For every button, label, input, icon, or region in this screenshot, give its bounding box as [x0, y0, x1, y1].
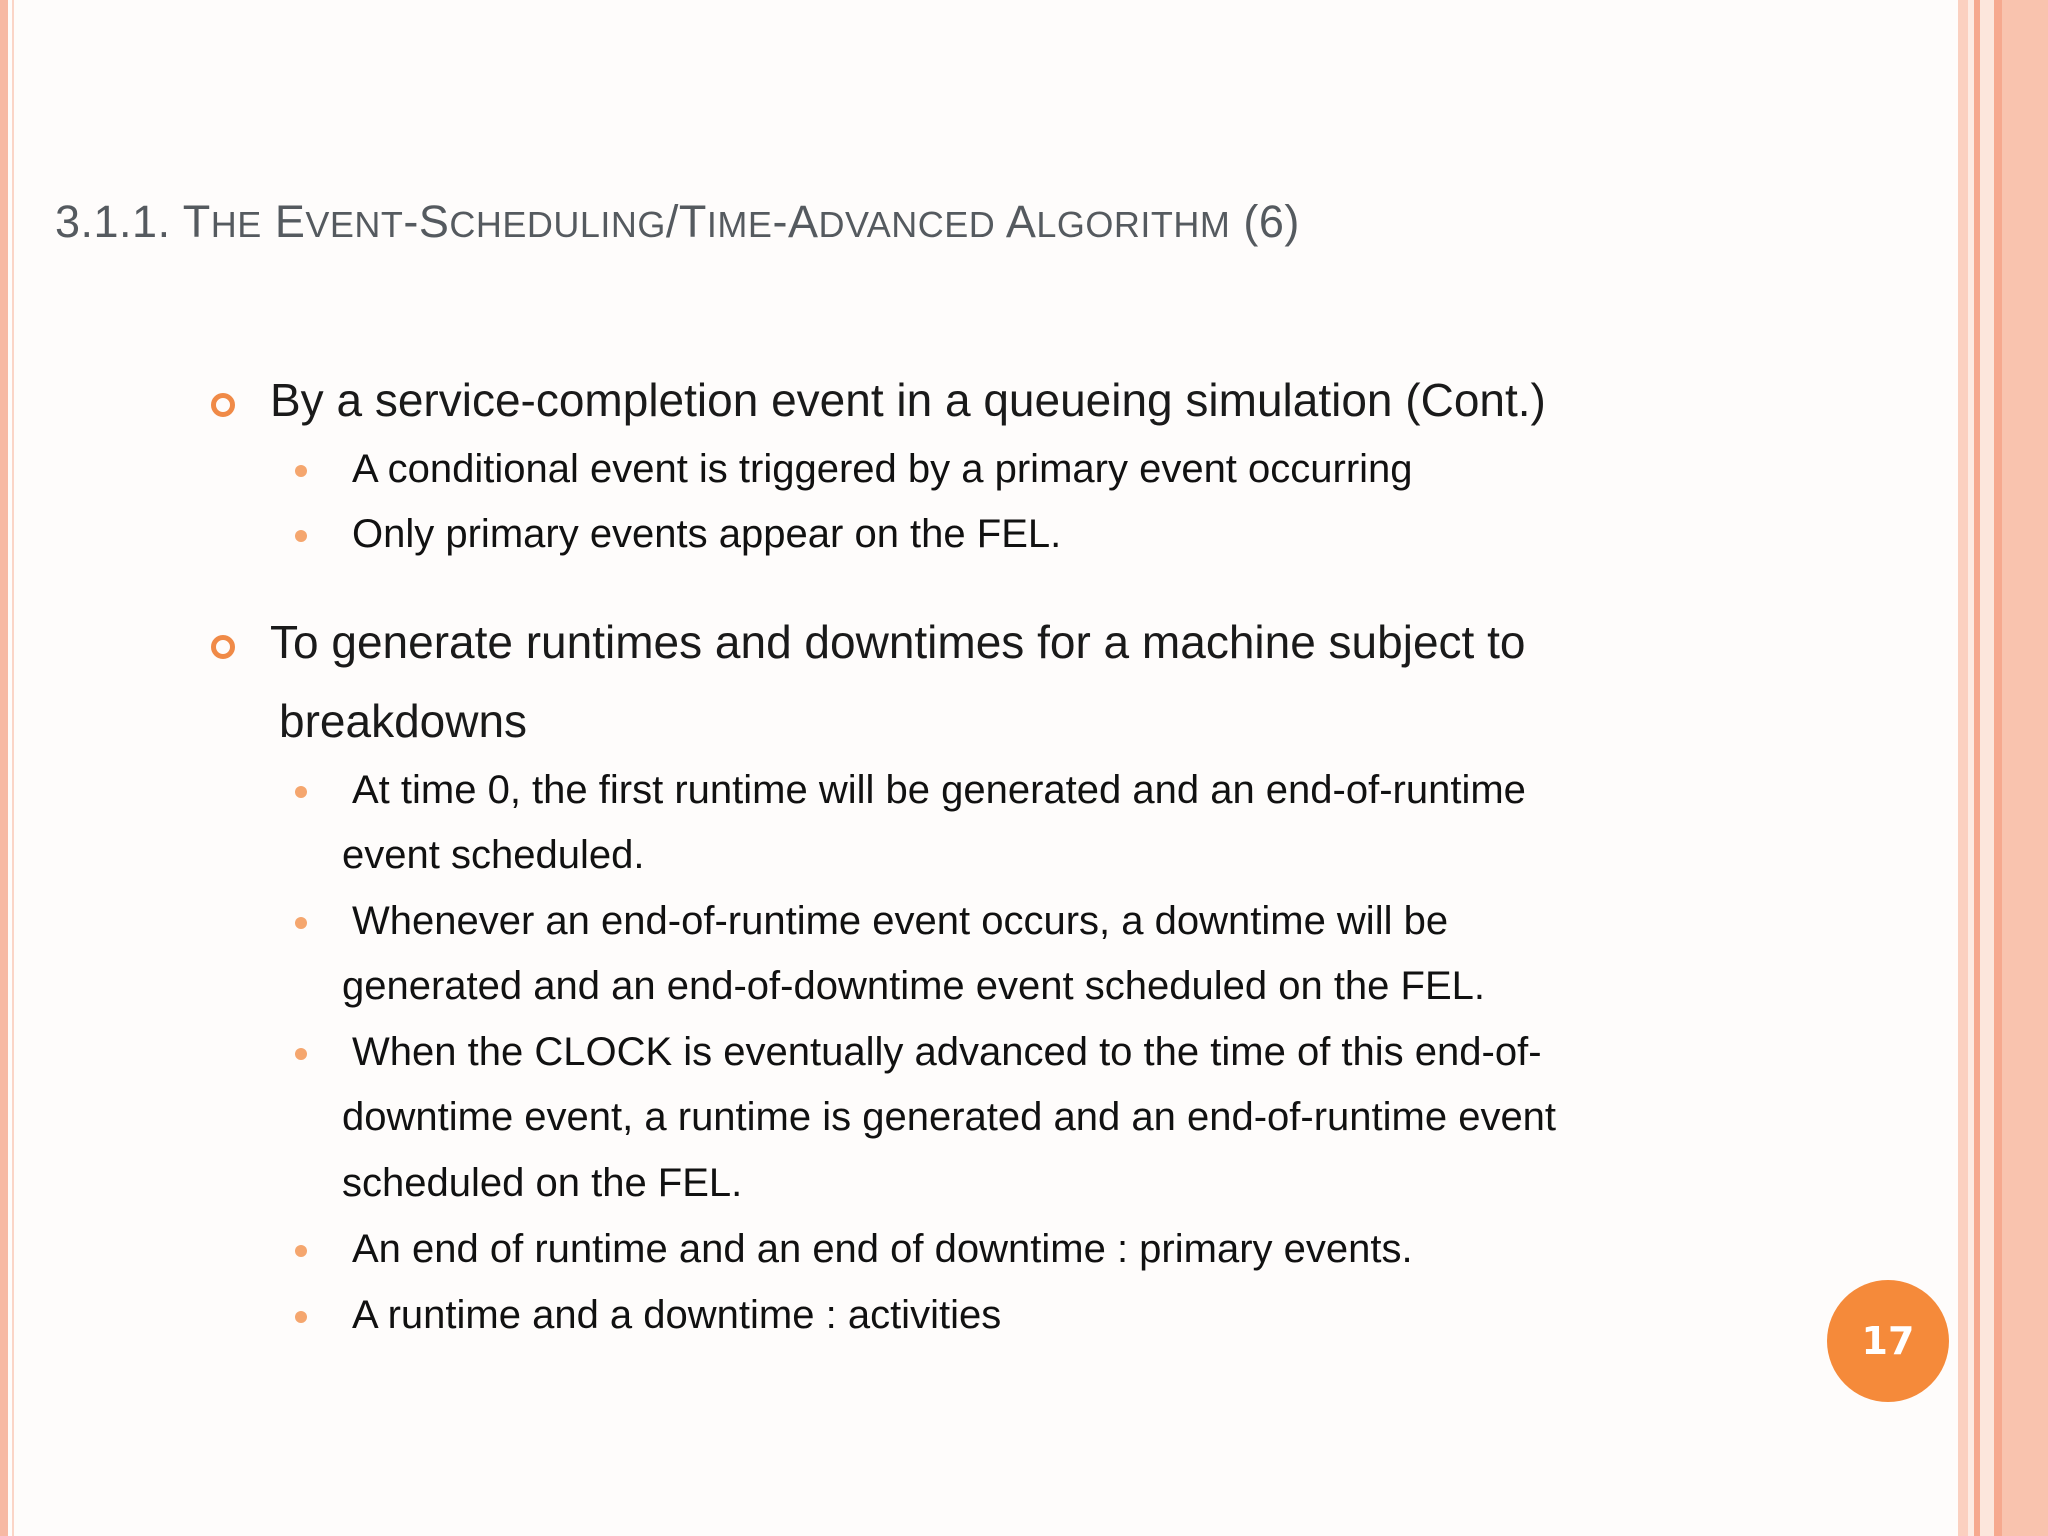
title-cap: A — [1005, 196, 1037, 247]
title-hyphen: - — [772, 196, 788, 247]
title-smallcaps: HE — [210, 204, 262, 245]
left-decorative-stripe-thin — [12, 0, 14, 1536]
level2-bullet-icon — [295, 530, 307, 542]
title-cap: S — [418, 196, 450, 247]
bullet-item: A conditional event is triggered by a primary event occurring — [352, 447, 1413, 491]
level2-bullet-icon — [295, 465, 307, 477]
title-slash: / — [665, 196, 679, 247]
bullet-item: Whenever an end-of-runtime event occurs, a downtime will be — [352, 899, 1449, 943]
level1-bullet-icon — [211, 393, 235, 417]
section-heading: To generate runtimes and downtimes for a machine subject to — [270, 616, 1526, 668]
title-cap: A — [787, 196, 819, 247]
title-suffix: (6) — [1243, 196, 1300, 247]
bullet-item: At time 0, the first runtime will be generated and an end-of-runtime — [352, 768, 1526, 812]
title-smallcaps: LGORITHM — [1036, 204, 1231, 245]
left-decorative-stripe — [0, 0, 8, 1536]
right-decorative-band — [1994, 0, 2002, 1536]
title-smallcaps: IME — [706, 204, 773, 245]
right-decorative-band — [1958, 0, 1968, 1536]
title-cap: E — [274, 196, 306, 247]
level1-bullet-icon — [211, 635, 235, 659]
title-hyphen: - — [403, 196, 419, 247]
bullet-item-continuation: downtime event, a runtime is generated and an end-of-runtime event — [342, 1095, 1557, 1139]
level2-bullet-icon — [295, 1048, 307, 1060]
right-decorative-band — [2002, 0, 2048, 1536]
title-cap: T — [182, 196, 211, 247]
title-smallcaps: VENT — [305, 204, 404, 245]
bullet-item-continuation: event scheduled. — [342, 833, 645, 877]
title-cap: T — [678, 196, 707, 247]
page-number-badge: 17 — [1827, 1280, 1949, 1402]
level2-bullet-icon — [295, 786, 307, 798]
bullet-item: An end of runtime and an end of downtime : primary events. — [352, 1227, 1413, 1271]
level2-bullet-icon — [295, 1311, 307, 1323]
title-smallcaps: CHEDULING — [449, 204, 666, 245]
level2-bullet-icon — [295, 917, 307, 929]
bullet-item: Only primary events appear on the FEL. — [352, 512, 1062, 556]
bullet-item-continuation: generated and an end-of-downtime event scheduled on the FEL. — [342, 964, 1486, 1008]
bullet-item: A runtime and a downtime : activities — [352, 1293, 1002, 1337]
bullet-item-continuation: scheduled on the FEL. — [342, 1161, 743, 1205]
section-heading-continuation: breakdowns — [279, 695, 528, 747]
right-decorative-band — [1980, 0, 1994, 1536]
title-smallcaps: DVANCED — [818, 204, 996, 245]
slide-title — [55, 196, 1855, 248]
bullet-item: When the CLOCK is eventually advanced to the time of this end-of- — [352, 1030, 1542, 1074]
level2-bullet-icon — [295, 1245, 307, 1257]
section-heading: By a service-completion event in a queueing simulation (Cont.) — [270, 374, 1546, 426]
title-number: 3.1.1. — [55, 196, 171, 247]
